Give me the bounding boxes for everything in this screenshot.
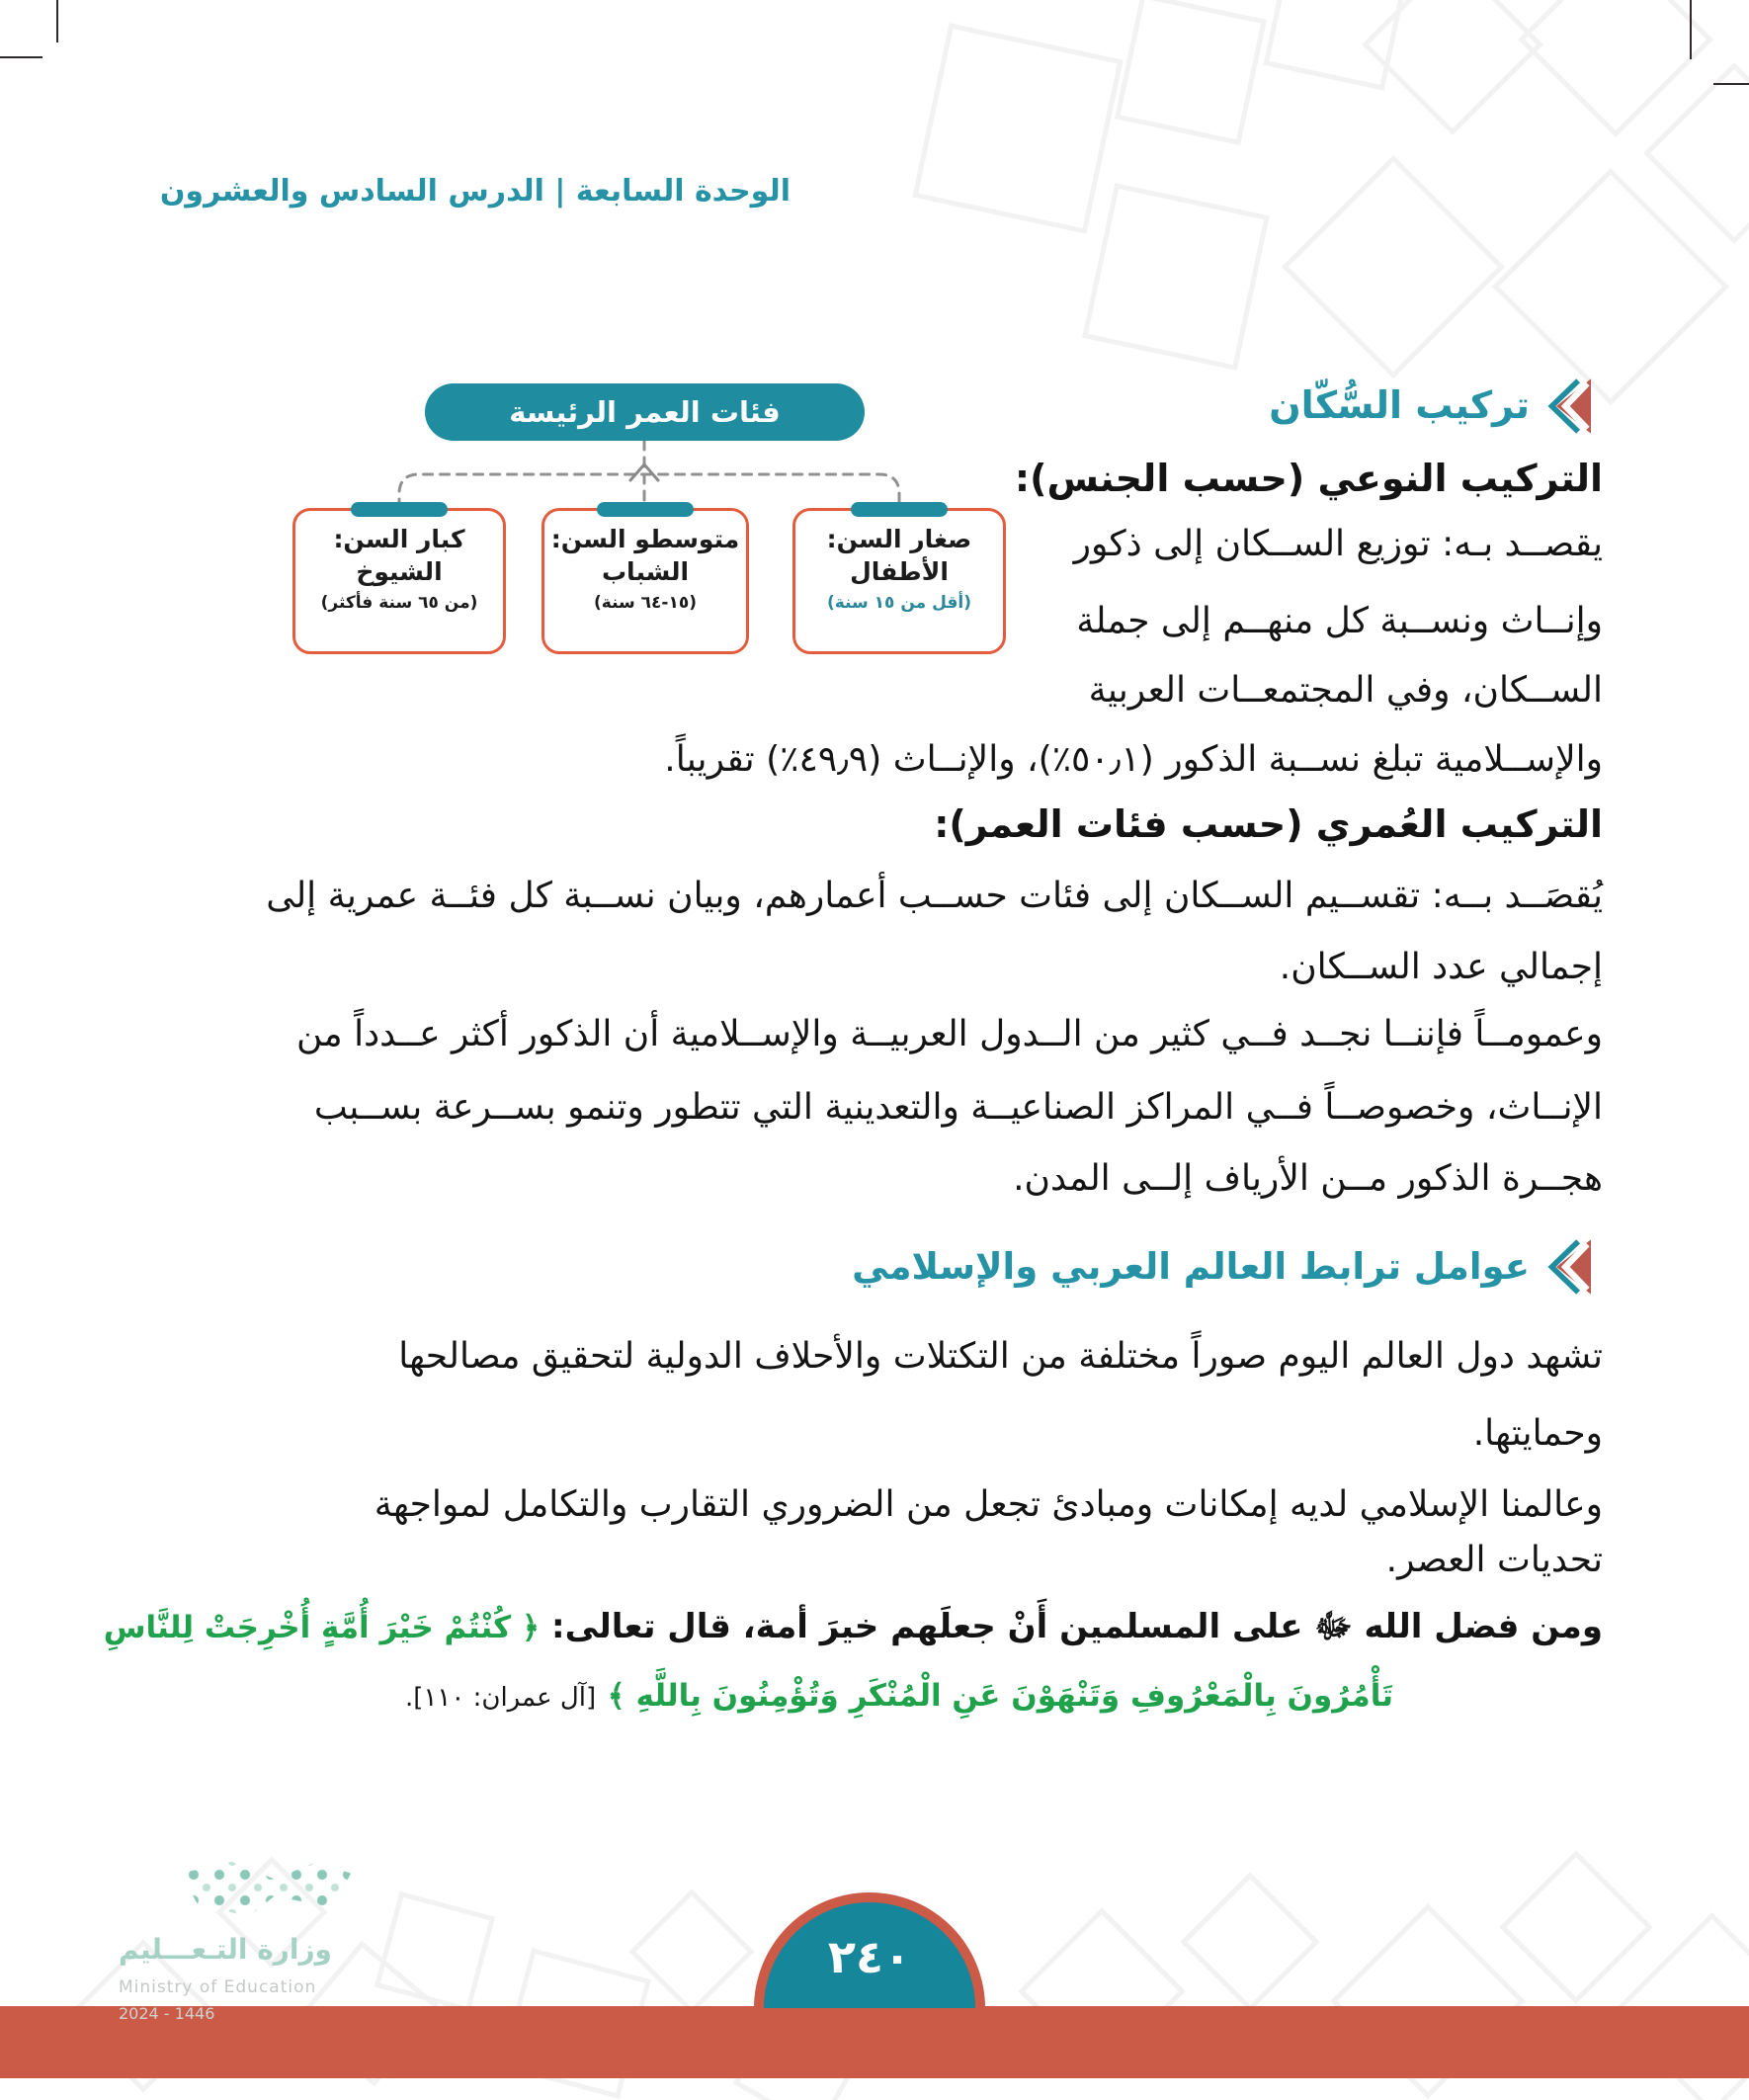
body-line: تحديات العصر. [1385, 1540, 1603, 1580]
decor-diamond [1180, 1872, 1319, 2011]
ministry-logo-arabic: وزارة التـعـــليم [119, 1933, 332, 1966]
body-line: والإســلامية تبلغ نســبة الذكور (٥٠٫١٪)، والإنــاث (٤٩٫٩٪) تقريباً. [664, 739, 1603, 780]
body-line: وحمايتها. [1472, 1413, 1603, 1454]
age-box-range: (١٥-٦٤ سنة) [593, 593, 698, 613]
section-heading-interconnection: عوامل ترابط العالم العربي والإسلامي [852, 1245, 1530, 1288]
page-number: ٢٤٠ [827, 1930, 912, 1983]
quran-line-1 [104, 1606, 1603, 1654]
verse-reference: [آل عمران: ١١٠]. [405, 1683, 597, 1713]
decor-diamond [912, 23, 1123, 233]
diagram-title-pill: فئات العمر الرئيسة [425, 383, 865, 441]
age-box-youth [541, 508, 749, 654]
box-top-tab [597, 502, 694, 517]
decor-diamond [1499, 1850, 1653, 2004]
body-line: تشهد دول العالم اليوم صوراً مختلفة من التكتلات والأحلاف الدولية لتحقيق مصالحها [398, 1336, 1603, 1377]
quran-verse-part-1: ﴿ كُنْتُمْ خَيْرَ أُمَّةٍ أُخْرِجَتْ لِلنَّاسِ [103, 1610, 541, 1645]
age-box-subtitle: الأطفال [850, 557, 949, 586]
body-line: هجــرة الذكور مــن الأرياف إلــى المدن. [1013, 1158, 1603, 1199]
body-line: يقصــد بـه: توزيع الســكان إلى ذكور [1073, 524, 1603, 564]
decor-diamond [1082, 183, 1270, 371]
decor-diamond [1282, 155, 1505, 378]
section-heading-population: تركيب السُّكّان [1269, 383, 1530, 427]
ministry-logo-english: Ministry of Education [119, 1977, 317, 1997]
crop-mark-top-right-v [1690, 0, 1692, 59]
quran-line-2 [405, 1674, 1393, 1715]
decor-diamond [628, 1889, 754, 2014]
section-chevron-icon [1545, 378, 1591, 434]
verse-intro-text: ومن فضل الله ﷻ على المسلمين أَنْ جعلَهم خيرَ أمة، قال تعالى: [540, 1607, 1603, 1646]
age-box-title: متوسطو السن: [550, 525, 740, 553]
decor-diamond [1362, 0, 1543, 135]
age-box-children [792, 508, 1006, 654]
edition-year: 2024 - 1446 [119, 2004, 215, 2023]
age-box-range: (من ٦٥ سنة فأكثر) [320, 593, 478, 613]
page-number-badge-inner [764, 1902, 975, 2008]
age-box-elderly [292, 508, 506, 654]
subheading-age-composition: التركيب العُمري (حسب فئات العمر): [934, 802, 1603, 846]
section-chevron-icon [1545, 1239, 1591, 1295]
body-line: الســكان، وفي المجتمعــات العربية [1088, 670, 1603, 711]
body-line: وعمومــاً فإننــا نجــد فــي كثير من الــدول العربيــة والإســلامية أن الذكور أكثر عــدداً من [295, 1014, 1603, 1054]
crop-mark-top-left-h [0, 56, 42, 58]
crop-mark-top-right-h [1713, 83, 1749, 85]
quran-verse-part-2: تَأْمُرُونَ بِالْمَعْرُوفِ وَتَنْهَوْنَ عَنِ الْمُنْكَرِ وَتُؤْمِنُونَ بِاللَّهِ ﴾ [607, 1678, 1393, 1714]
body-line: وعالمنا الإسلامي لديه إمكانات ومبادئ تجعل من الضروري التقارب والتكامل لمواجهة [374, 1484, 1603, 1525]
page-number-badge [754, 1892, 985, 2008]
breadcrumb: الوحدة السابعة | الدرس السادس والعشرون [159, 174, 791, 209]
age-box-title: كبار السن: [333, 525, 465, 553]
box-top-tab [851, 502, 948, 517]
age-box-subtitle: الشيوخ [356, 557, 443, 586]
crop-mark-top-left-v [56, 0, 58, 42]
body-line: وإنــاث ونســبة كل منهــم إلى جملة [1076, 601, 1603, 641]
age-box-title: صغار السن: [826, 525, 972, 553]
subheading-gender-composition: التركيب النوعي (حسب الجنس): [1014, 457, 1603, 500]
box-top-tab [351, 502, 448, 517]
age-box-subtitle: الشباب [601, 557, 690, 586]
age-box-range: (أقل من ١٥ سنة) [827, 593, 971, 613]
body-line: إجمالي عدد الســكان. [1279, 947, 1603, 987]
age-categories-diagram [277, 383, 1028, 680]
body-line: يُقصَــد بــه: تقســيم الســكان إلى فئات حســب أعمارهم، وبيان نســبة كل فئــة عمرية إلى [266, 876, 1603, 916]
decor-diamond [1115, 0, 1267, 145]
body-line: الإنــاث، وخصوصــاً فــي المراكز الصناعيــة والتعدينية التي تتطور وتنمو بســرعة بســبب [313, 1087, 1603, 1128]
footer-bar [0, 2006, 1749, 2078]
